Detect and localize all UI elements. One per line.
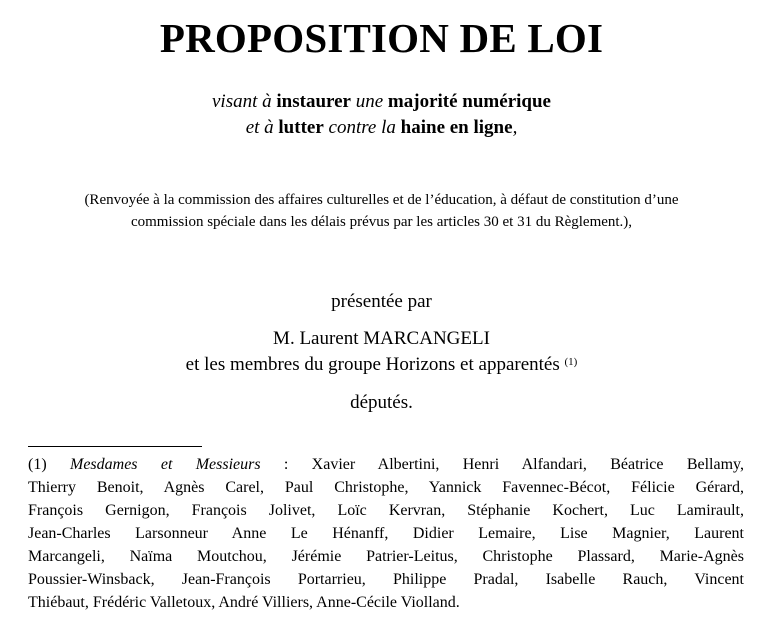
footnote-text: : Xavier Albertini, Henri Alfandari, Béatrice Bellamy, bbox=[260, 456, 745, 473]
subtitle-word: une bbox=[355, 91, 384, 112]
footnote-line-2: Thierry Benoit, Agnès Carel, Paul Christophe, Yannick Favennec-Bécot, Félicie Gérard, bbox=[28, 479, 744, 496]
subtitle-line-1 bbox=[0, 89, 763, 114]
author-group-text: et les membres du groupe Horizons et apparentés bbox=[185, 354, 560, 375]
footnote-line-7: Thiébaut, Frédéric Valletoux, André Villiers, Anne-Cécile Violland. bbox=[28, 594, 460, 611]
subtitle-word: et à bbox=[245, 117, 274, 138]
presented-by: présentée par bbox=[331, 291, 432, 312]
subtitle-word: lutter bbox=[278, 117, 324, 138]
subtitle-word: majorité numérique bbox=[387, 91, 551, 112]
footnote-line-1 bbox=[28, 453, 744, 476]
footnote-line-4: Jean-Charles Larsonneur Anne Le Hénanff, Didier Lemaire, Lise Magnier, Laurent bbox=[28, 525, 744, 542]
footnote-number: (1) bbox=[28, 456, 47, 473]
subtitle-word: contre la bbox=[328, 117, 396, 138]
footnote-line-3: François Gernigon, François Jolivet, Loïc Kervran, Stéphanie Kochert, Luc Lamirault, bbox=[28, 502, 744, 519]
referral-line-1: (Renvoyée à la commission des affaires culturelles et de l’éducation, à défaut de constitution d’une bbox=[84, 192, 679, 208]
author-name: M. Laurent MARCANGELI bbox=[273, 328, 490, 349]
document-title: PROPOSITION DE LOI bbox=[159, 15, 604, 61]
footnote-lead: Mesdames et Messieurs bbox=[69, 456, 261, 473]
author-group bbox=[0, 352, 763, 378]
footnote-reference[interactable]: (1) bbox=[564, 356, 578, 368]
subtitle-line-2 bbox=[0, 115, 763, 140]
referral-line-2: commission spéciale dans les délais prévus par les articles 30 et 31 du Règlement.), bbox=[130, 214, 633, 230]
footnote-line-5: Marcangeli, Naïma Moutchou, Jérémie Patrier-Leitus, Christophe Plassard, Marie-Agnès bbox=[28, 548, 744, 565]
subtitle-word: haine en ligne bbox=[400, 117, 513, 138]
footnote-separator bbox=[28, 446, 202, 447]
subtitle-word: , bbox=[512, 117, 518, 138]
footnote-line-6: Poussier-Winsback, Jean-François Portarrieu, Philippe Pradal, Isabelle Rauch, Vincent bbox=[28, 571, 744, 588]
author-role: députés. bbox=[350, 392, 413, 413]
subtitle-word: instaurer bbox=[276, 91, 351, 112]
subtitle-word: visant à bbox=[212, 91, 272, 112]
